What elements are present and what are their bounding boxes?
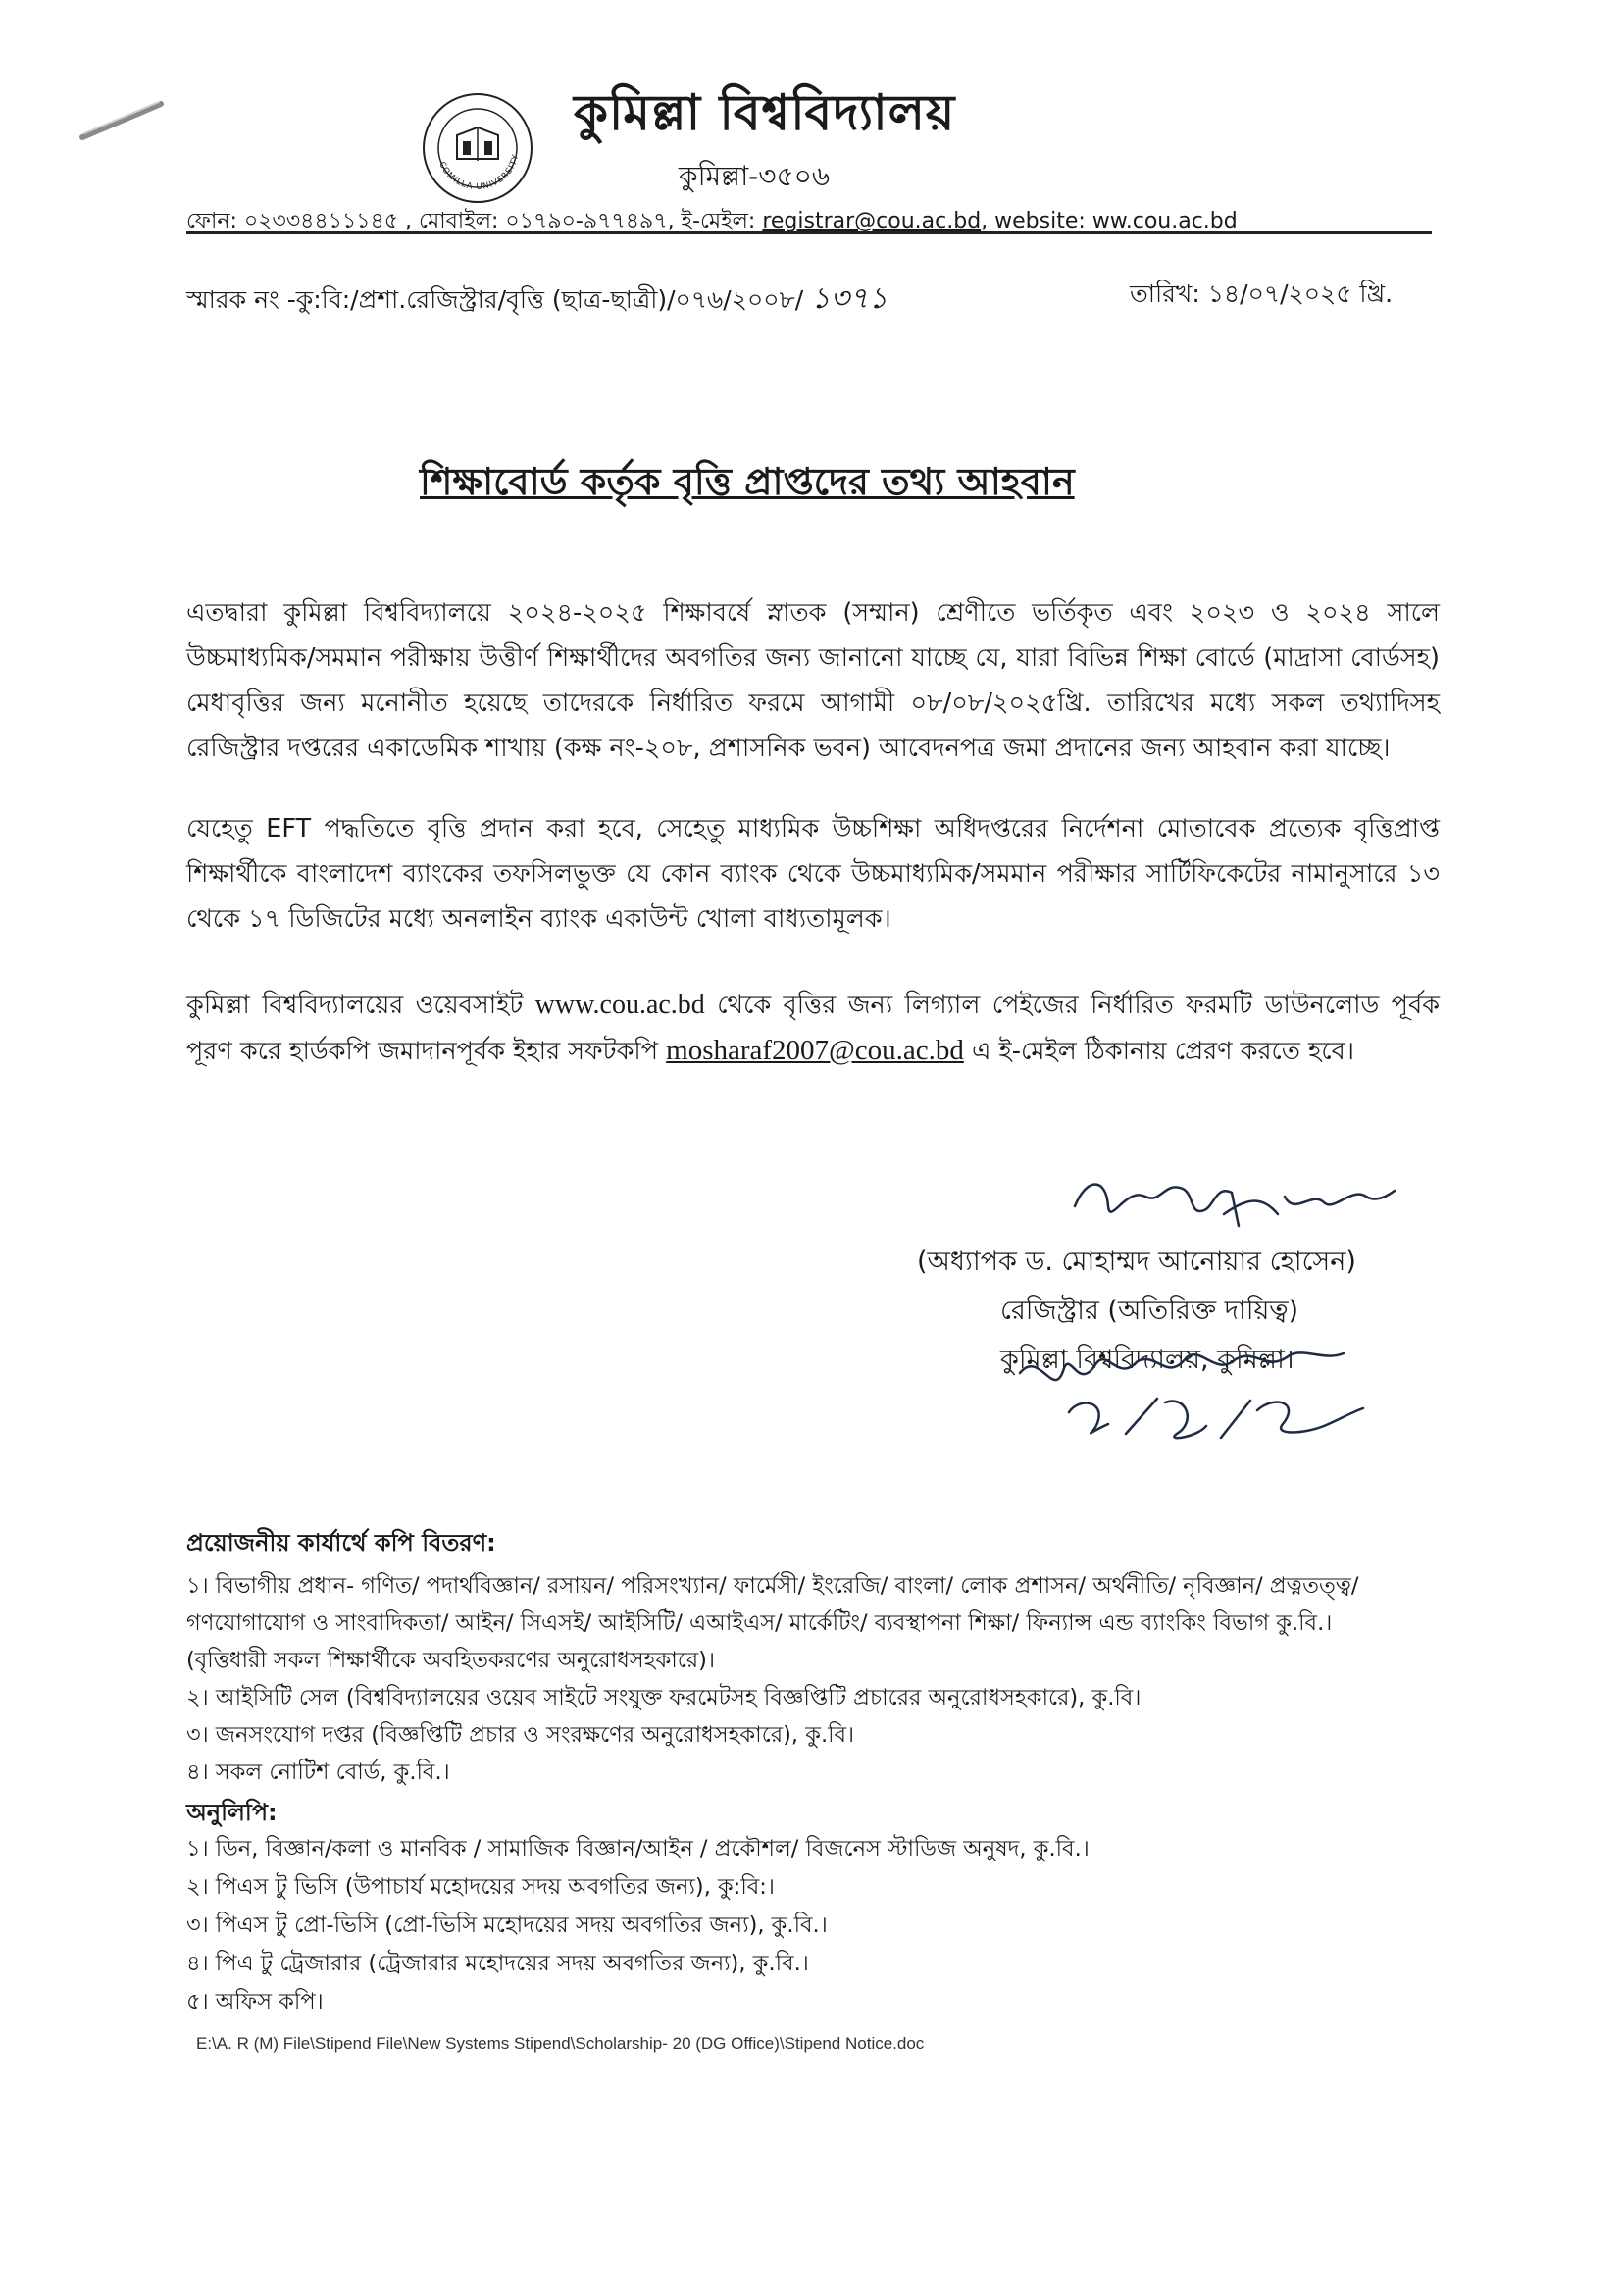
distribution-item: ৩। জনসংযোগ দপ্তর (বিজ্ঞপ্তিটি প্রচার ও সংরক্ষণের অনুরোধসহকারে), কু.বি। — [186, 1722, 855, 1748]
registrar-signature — [1067, 1167, 1400, 1246]
file-path-footer: E:\A. R (M) File\Stipend File\New Systems Stipend\Scholarship- 20 (DG Office)\Stipend Notice.doc — [196, 2034, 925, 2053]
p3-text-a: কুমিল্লা বিশ্ববিদ্যালয়ের ওয়েবসাইট — [186, 991, 535, 1020]
copies-heading: অনুলিপি: — [186, 1799, 278, 1826]
registrar-email-link[interactable]: registrar@cou.ac.bd — [762, 209, 982, 233]
signatory-designation: রেজিস্ট্রার (অতিরিক্ত দায়িত্ব) — [1000, 1296, 1299, 1326]
body-paragraph-1: এতদ্বারা কুমিল্লা বিশ্ববিদ্যালয়ে ২০২৪-২০২৫ শিক্ষাবর্ষে স্নাতক (সম্মান) শ্রেণীতে ভর্তিকৃত এবং ২০২৩ ও ২০২৪ সালে উচ্চমাধ্যমিক/সমমান পরীক্ষায় উত্তীর্ণ শিক্ষার্থীদের অবগতির জন্য জানানো যাচ্ছে যে, যারা বিভিন্ন শিক্ষা বোর্ডে (মাদ্রাসা বোর্ডসহ) মেধাবৃত্তির জন্য মনোনীত হয়েছে তাদেরকে নির্ধারিত ফরমে আগামী ০৮/০৮/২০২৫খ্রি. তারিখের মধ্যে সকল তথ্যাদিসহ রেজিস্ট্রার দপ্তরের একাডেমিক শাখায় (কক্ষ নং-২০৮, প্রশাসনিক ভবন) আবেদনপত্র জমা প্রদানের জন্য আহবান করা যাচ্ছে। — [186, 598, 1440, 763]
copy-item: ৩। পিএস টু প্রো-ভিসি (প্রো-ভিসি মহোদয়ের সদয় অবগতির জন্য), কু.বি.। — [186, 1912, 828, 1938]
university-city: কুমিল্লা-৩৫০৬ — [679, 160, 831, 192]
body-paragraph-3 — [186, 983, 1440, 1074]
header-divider — [186, 231, 1432, 234]
contact-line — [186, 204, 1238, 240]
distribution-item: ৪। সকল নোটিশ বোর্ড, কু.বি.। — [186, 1759, 450, 1785]
copy-item: ৫। অফিস কপি। — [186, 1989, 324, 2014]
university-name: কুমিল্লা বিশ্ববিদ্যালয় — [574, 84, 956, 141]
distribution-list — [186, 1567, 1442, 1791]
copies-list — [186, 1830, 1090, 2021]
submission-email-link[interactable]: mosharaf2007@cou.ac.bd — [666, 1035, 964, 1066]
memo-reference-text: স্মারক নং -কু:বি:/প্রশা.রেজিস্ট্রার/বৃত্তি (ছাত্র-ছাত্রী)/০৭৬/২০০৮/ — [186, 285, 804, 314]
signatory-name: (অধ্যাপক ড. মোহাম্মদ আনোয়ার হোসেন) — [917, 1247, 1356, 1277]
copy-item: ২। পিএস টু ভিসি (উপাচার্য মহোদয়ের সদয় অবগতির জন্য), কু:বি:। — [186, 1874, 775, 1900]
seal-text: COMILLA UNIVERSITY — [436, 153, 522, 193]
body-paragraph-2: যেহেতু EFT পদ্ধতিতে বৃত্তি প্রদান করা হবে, সেহেতু মাধ্যমিক উচ্চশিক্ষা অধিদপ্তরের নির্দেশনা মোতাবেক প্রত্যেক বৃত্তিপ্রাপ্ত শিক্ষার্থীকে বাংলাদেশ ব্যাংকের তফসিলভুক্ত যে কোন ব্যাংক থেকে উচ্চমাধ্যমিক/সমমান পরীক্ষার সার্টিফিকেটের নামানুসারে ১৩ থেকে ১৭ ডিজিটের মধ্যে অনলাইন ব্যাংক একাউন্ট খোলা বাধ্যতামূলক। — [186, 814, 1440, 934]
distribution-item: ১। বিভাগীয় প্রধান- গণিত/ পদার্থবিজ্ঞান/ রসায়ন/ পরিসংখ্যান/ ফার্মেসী/ ইংরেজি/ বাংলা/ লোক প্রশাসন/ অর্থনীতি/ নৃবিজ্ঞান/ প্রত্নতত্ত্ব/ — [186, 1573, 1359, 1599]
copy-item: ৪। পিএ টু ট্রেজারার (ট্রেজারার মহোদয়ের সদয় অবগতির জন্য), কু.বি.। — [186, 1951, 809, 1976]
memo-reference — [186, 275, 888, 325]
handwritten-memo-number: ১৩৭১ — [811, 281, 888, 316]
memo-date: তারিখ: ১৪/০৭/২০২৫ খ্রি. — [1130, 280, 1394, 308]
distribution-item: (বৃত্তিধারী সকল শিক্ষার্থীকে অবহিতকরণের অনুরোধসহকারে)। — [186, 1648, 715, 1673]
website-text: , website: ww.cou.ac.bd — [981, 209, 1238, 233]
p3-text-c: এ ই-মেইল ঠিকানায় প্রেরণ করতে হবে। — [963, 1037, 1354, 1066]
distribution-item: ২। আইসিটি সেল (বিশ্ববিদ্যালয়ের ওয়েব সাইটে সংযুক্ত ফরমেটসহ বিজ্ঞপ্তিটি প্রচারের অনুরোধসহকারে), কু.বি। — [186, 1685, 1142, 1710]
handwritten-initial-date — [1010, 1344, 1373, 1452]
university-seal-logo — [420, 90, 535, 206]
notice-title: শিক্ষাবোর্ড কর্তৃক বৃত্তি প্রাপ্তদের তথ্য আহবান — [420, 460, 1075, 503]
distribution-heading: প্রয়োজনীয় কার্যার্থে কপি বিতরণ: — [186, 1529, 496, 1556]
contact-phone: ফোন: ০২৩৩৪৪১১১৪৫ , মোবাইল: ০১৭৯০-৯৭৭৪৯৭, ই-মেইল: — [186, 209, 763, 233]
copy-item: ১। ডিন, বিজ্ঞান/কলা ও মানবিক / সামাজিক বিজ্ঞান/আইন / প্রকৌশল/ বিজনেস স্টাডিজ অনুষদ, কু.বি.। — [186, 1836, 1090, 1861]
signatory-office: কুমিল্লা বিশ্ববিদ্যালয়, কুমিল্লা। — [1000, 1345, 1294, 1375]
p3-text-b: থেকে বৃত্তির জন্য লিগ্যাল পেইজের নির্ধারিত ফরমটি ডাউনলোড পূর্বক পূরণ করে হার্ডকপি জমাদানপূর্বক ইহার সফটকপি — [186, 991, 1440, 1066]
staple-pin — [76, 98, 175, 143]
website-link[interactable]: www.cou.ac.bd — [534, 990, 705, 1020]
distribution-item: গণযোগাযোগ ও সাংবাদিকতা/ আইন/ সিএসই/ আইসিটি/ এআইএস/ মার্কেটিং/ ব্যবস্থাপনা শিক্ষা/ ফিন্যান্স এন্ড ব্যাংকিং বিভাগ কু.বি.। — [186, 1610, 1333, 1636]
